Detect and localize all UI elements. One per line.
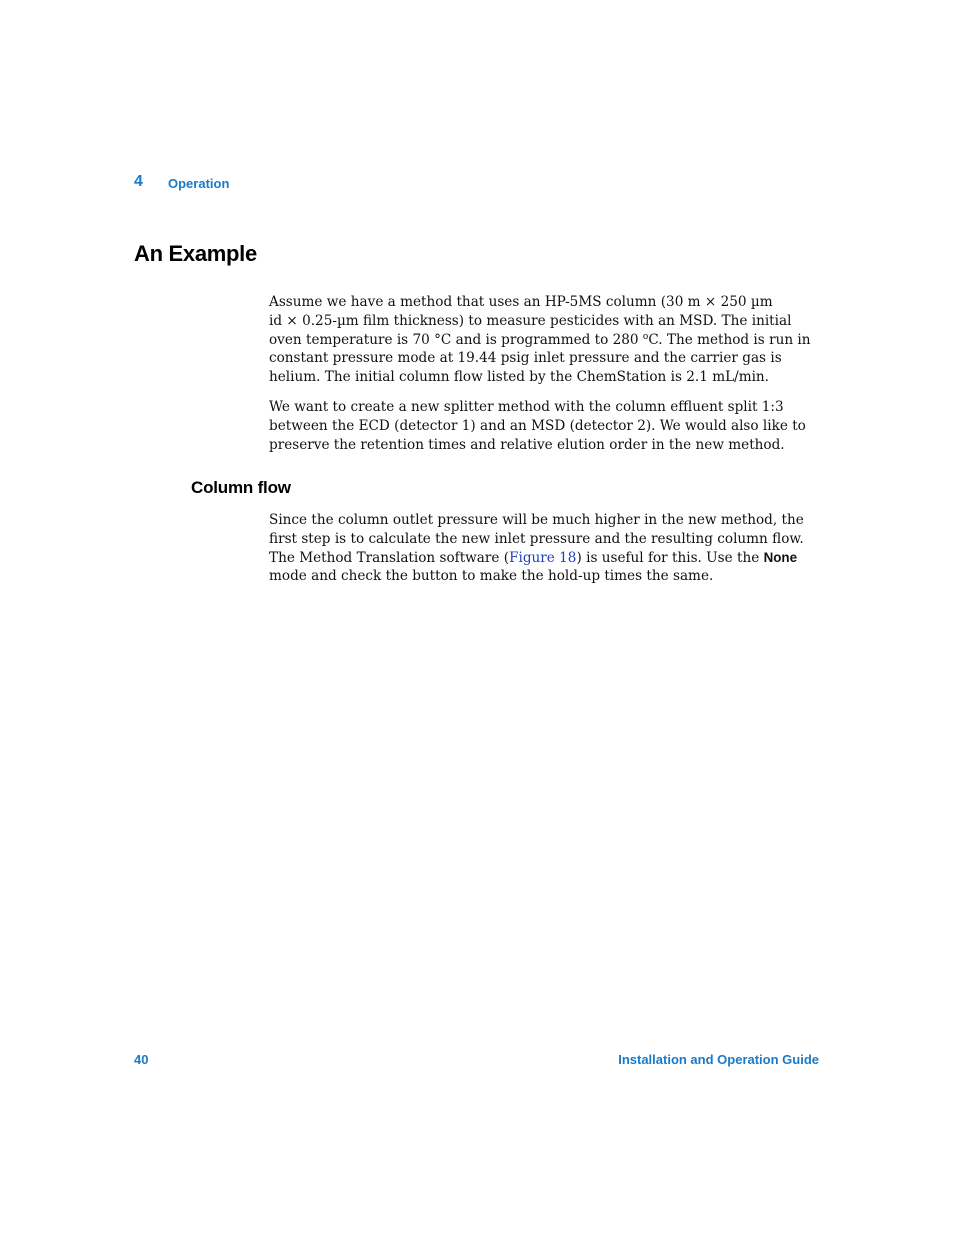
paragraph-column-flow bbox=[269, 511, 824, 586]
figure-18-link[interactable]: Figure 18 bbox=[509, 549, 577, 566]
chapter-number: 4 bbox=[134, 173, 143, 190]
text-line: Since the column outlet pressure will be much higher in the new method, the bbox=[269, 512, 804, 528]
text-span: ) is useful for this. Use the bbox=[576, 549, 764, 566]
chapter-title: Operation bbox=[168, 176, 230, 191]
paragraph-method-description bbox=[269, 293, 824, 387]
text-line: mode and check the button to make the hold-up times the same. bbox=[269, 568, 714, 585]
text-span: C. The method is run in bbox=[648, 331, 811, 348]
section-title: An Example bbox=[134, 241, 257, 266]
text-line: first step is to calculate the new inlet pressure and the resulting column flow. bbox=[269, 530, 804, 547]
none-mode-keyword: None bbox=[763, 549, 798, 565]
text-line bbox=[269, 331, 824, 350]
text-line: helium. The initial column flow listed by the ChemStation is 2.1 mL/min. bbox=[269, 369, 770, 386]
degree-superscript: o bbox=[642, 331, 649, 342]
text-line: We want to create a new splitter method with the column effluent split 1:3 bbox=[269, 399, 784, 415]
text-line: preserve the retention times and relative elution order in the new method. bbox=[269, 436, 785, 453]
text-line: id × 0.25-µm film thickness) to measure pesticides with an MSD. The initial bbox=[269, 312, 792, 329]
guide-title: Installation and Operation Guide bbox=[618, 1052, 819, 1067]
text-line: between the ECD (detector 1) and an MSD (detector 2). We would also like to bbox=[269, 417, 806, 434]
text-span: oven temperature is 70 °C and is programmed to 280 bbox=[269, 331, 643, 348]
text-line bbox=[269, 549, 824, 568]
text-line: constant pressure mode at 19.44 psig inlet pressure and the carrier gas is bbox=[269, 350, 782, 367]
paragraph-goal bbox=[269, 398, 824, 454]
text-span: The Method Translation software ( bbox=[269, 549, 510, 566]
text-line: Assume we have a method that uses an HP-5MS column (30 m × 250 µm bbox=[269, 294, 773, 310]
subsection-title: Column flow bbox=[191, 478, 291, 497]
page-number: 40 bbox=[134, 1052, 149, 1067]
